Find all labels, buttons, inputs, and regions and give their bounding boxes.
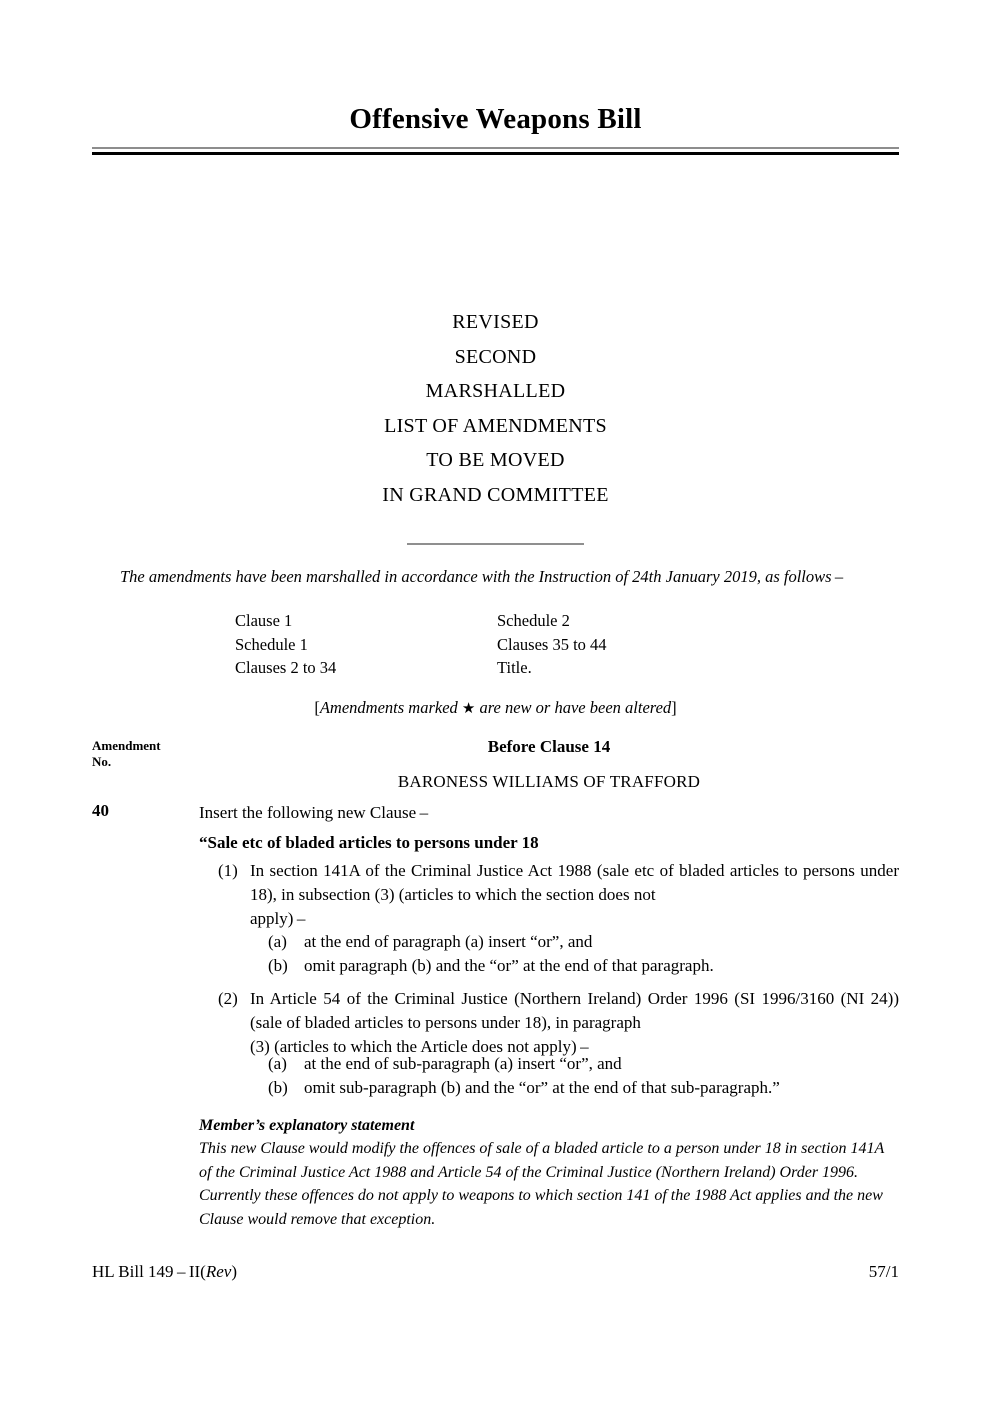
item-marker: (2) [218, 989, 238, 1008]
star-icon: ★ [461, 701, 476, 717]
marshalling-instruction: The amendments have been marshalled in accordance with the Instruction of 24th January 2019, as follows – [120, 567, 844, 586]
note-text-before-star: Amendments marked [319, 698, 462, 717]
heading-line-revised: REVISED [452, 311, 539, 333]
amendment-label-line1: Amendment [92, 738, 161, 753]
sub-item-marker: (a) [268, 932, 287, 951]
footer-bill-rev: Rev [205, 1262, 232, 1281]
sub-item-text: at the end of sub-paragraph (a) insert “or”, and [304, 1054, 622, 1073]
sub-item-text: omit paragraph (b) and the “or” at the end of that paragraph. [304, 956, 714, 975]
item-text: In section 141A of the Criminal Justice Act 1988 (sale etc of bladed articles to persons under 18), in subsection (3) (articles to which the section does not [250, 861, 899, 905]
numbered-item [218, 859, 899, 932]
clause-order-left: Schedule 1 [235, 634, 308, 654]
sub-item [268, 1076, 899, 1100]
amendment-label-line2: No. [92, 754, 112, 769]
clause-order-right: Clauses 35 to 44 [497, 634, 607, 654]
item-text: In Article 54 of the Criminal Justice (Northern Ireland) Order 1996 (SI 1996/3160 (NI 24)) (sale of bladed articles to persons under 18), in paragraph [250, 989, 899, 1033]
starred-amendments-note [92, 696, 899, 721]
clause-order-right: Schedule 2 [497, 611, 570, 630]
section-divider-rule [407, 543, 584, 545]
footer-bill-suffix: ) [231, 1262, 237, 1281]
note-open-bracket: [ [314, 698, 320, 717]
sub-item-marker: (a) [268, 1054, 287, 1073]
sub-item [268, 1052, 899, 1076]
item-marker: (1) [218, 861, 238, 880]
section-heading: Before Clause 14 [487, 737, 611, 756]
clause-order-right: Title. [497, 658, 532, 678]
document-heading-block [92, 305, 899, 512]
clause-order-left: Clauses 2 to 34 [235, 658, 337, 678]
amendment-lead-in: Insert the following new Clause – [199, 803, 429, 822]
clause-order-row [235, 633, 795, 657]
sub-item-marker: (b) [268, 1078, 288, 1097]
explanatory-statement-title: Member’s explanatory statement [199, 1117, 415, 1134]
sub-item-marker: (b) [268, 956, 288, 975]
clause-order-list [235, 609, 795, 680]
heading-line-list-of-amendments: LIST OF AMENDMENTS [384, 414, 607, 437]
title-rule-thick [92, 152, 899, 155]
numbered-item [218, 987, 899, 1060]
amendment-number: 40 [92, 801, 109, 820]
explanatory-statement [199, 1114, 899, 1231]
heading-line-second: SECOND [454, 345, 537, 368]
clause-order-row [235, 656, 795, 680]
sub-item [268, 954, 899, 978]
heading-line-to-be-moved: TO BE MOVED [426, 449, 565, 471]
sub-item-text: at the end of paragraph (a) insert “or”, and [304, 932, 593, 951]
footer-page-number: 57/1 [868, 1262, 899, 1281]
clause-order-left: Clause 1 [235, 611, 293, 630]
explanatory-statement-body: This new Clause would modify the offences of sale of a bladed article to a person under 18 in section 141A of the Criminal Justice Act 1988 and Article 54 of the Criminal Justice (Northern Ireland) Order 1996. Currently these offences do not apply to weapons to which section 141 of the 1988 Act applies and the new Clause would remove that exception. [199, 1140, 884, 1228]
heading-line-marshalled: MARSHALLED [425, 380, 566, 402]
heading-line-in-grand-committee: IN GRAND COMMITTEE [382, 483, 609, 506]
clause-order-row [235, 609, 795, 633]
new-clause-heading: “Sale etc of bladed articles to persons under 18 [199, 833, 539, 852]
amendment-number-column-label [92, 738, 192, 770]
amendment-sponsor: BARONESS WILLIAMS OF TRAFFORD [397, 772, 701, 791]
item-text-last-line: (3) (articles to which the Article does not apply) – [250, 1037, 589, 1057]
note-text-after-star: are new or have been altered [475, 698, 672, 717]
title-rule-thin [92, 147, 899, 149]
item-text-last-line: apply) – [250, 909, 306, 929]
sub-item [268, 930, 899, 954]
note-close-bracket: ] [671, 698, 677, 717]
sub-item-text: omit sub-paragraph (b) and the “or” at the end of that sub-paragraph.” [304, 1078, 780, 1097]
footer-bill-prefix: HL Bill 149 – II( [92, 1262, 206, 1281]
page-title: Offensive Weapons Bill [349, 103, 642, 135]
